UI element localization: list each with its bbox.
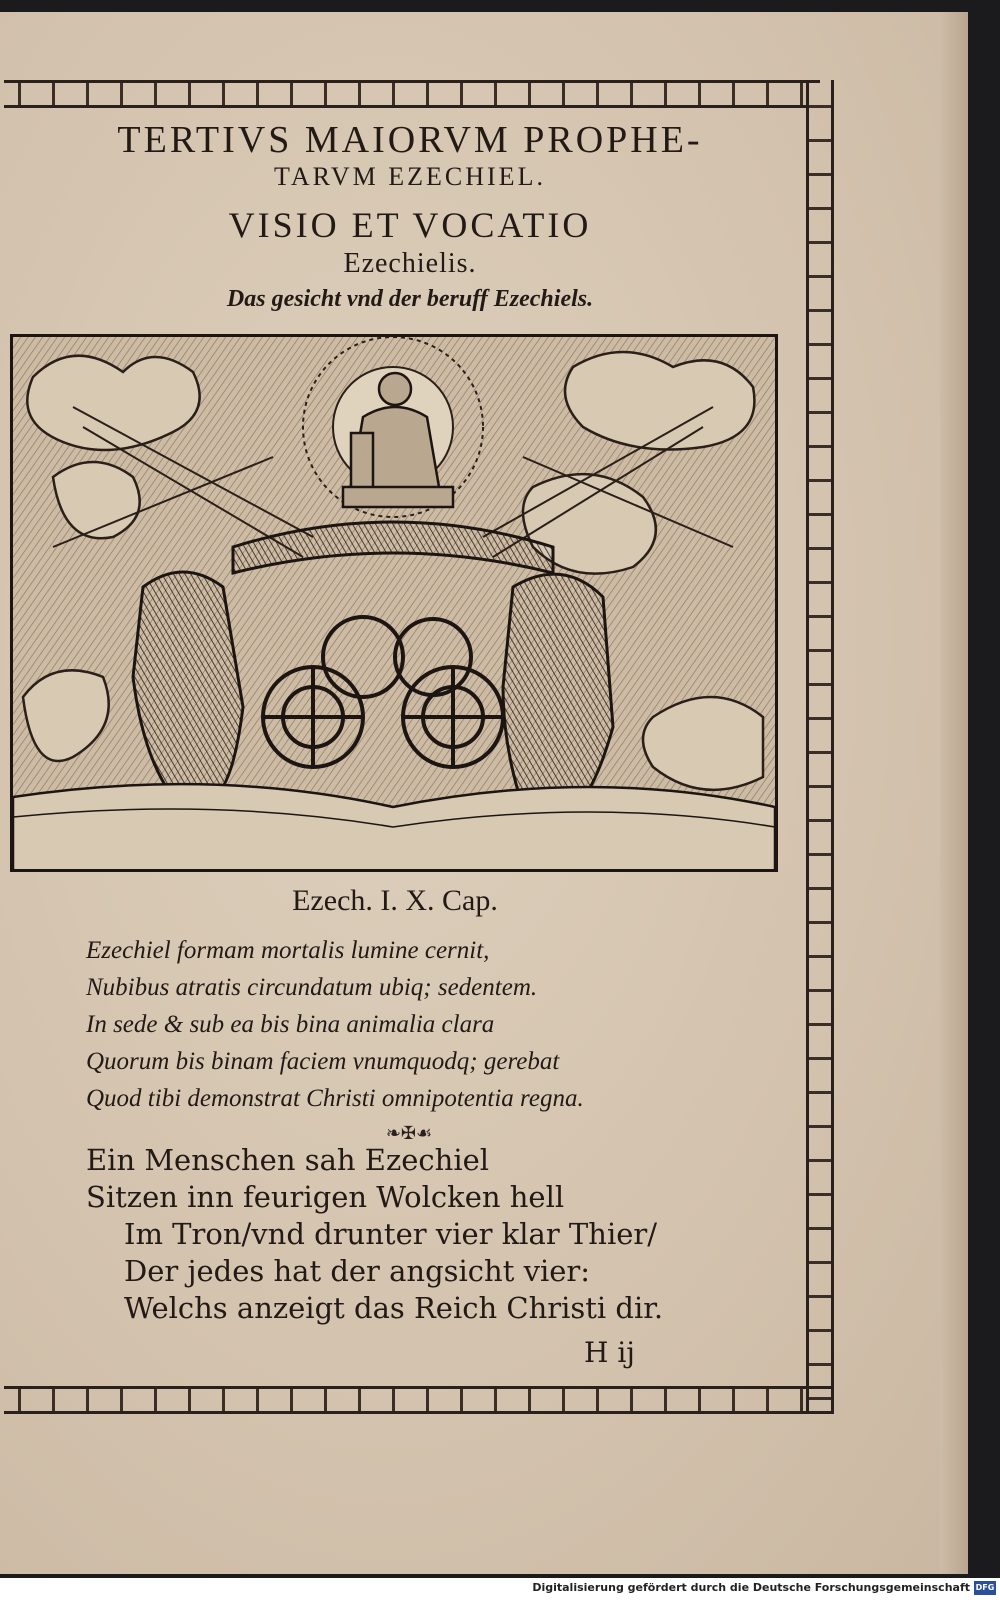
chapter-caption: Ezech. I. X. Cap.	[292, 884, 498, 917]
latin-verses	[86, 932, 786, 1117]
digitization-footer	[0, 1578, 1000, 1600]
title-line-3: VISIO ET VOCATIO	[228, 205, 592, 245]
footer-credit: Digitalisierung gefördert durch die Deutsche Forschungsgemeinschaft	[532, 1581, 970, 1594]
title-line-5: Das gesicht vnd der beruff Ezechiels.	[226, 286, 594, 312]
german-verse-line: Der jedes hat der angsicht vier:	[124, 1254, 591, 1288]
latin-verse-line: Nubibus atratis circundatum ubiq; sedentem.	[86, 974, 538, 1001]
title-line-2: TARVM EZECHIEL.	[274, 162, 546, 191]
latin-verse-line: In sede & sub ea bis bina animalia clara	[86, 1011, 495, 1038]
fleuron-icon: ❧✠☙	[385, 1123, 433, 1144]
woodcut-illustration	[10, 334, 778, 872]
latin-verse-line: Quorum bis binam faciem vnumquodq; gerebat	[86, 1048, 560, 1075]
dfg-logo-icon: DFG	[974, 1581, 996, 1595]
german-verse-line: Im Tron/vnd drunter vier klar Thier/	[124, 1217, 658, 1251]
woodcut-illustration-icon	[13, 337, 775, 869]
latin-verse-line: Quod tibi demonstrat Christi omnipotentia regna.	[86, 1085, 584, 1112]
title-line-1: TERTIVS MAIORVM PROPHE-	[117, 119, 703, 161]
german-verse-line: Ein Menschen sah Ezechiel	[86, 1143, 490, 1177]
frame-right-border	[806, 80, 834, 1414]
german-verses	[86, 1142, 786, 1327]
german-verse-line: Welchs anzeigt das Reich Christi dir.	[124, 1291, 664, 1325]
page-edge	[940, 12, 968, 1574]
signature-mark: H ij	[584, 1336, 635, 1369]
german-verse-line: Sitzen inn feurigen Wolcken hell	[86, 1180, 565, 1214]
frame-top-border	[4, 80, 820, 108]
title-line-4: Ezechielis.	[343, 248, 477, 279]
latin-verse-line: Ezechiel formam mortalis lumine cernit,	[86, 937, 490, 964]
frame-bottom-border	[4, 1386, 834, 1414]
